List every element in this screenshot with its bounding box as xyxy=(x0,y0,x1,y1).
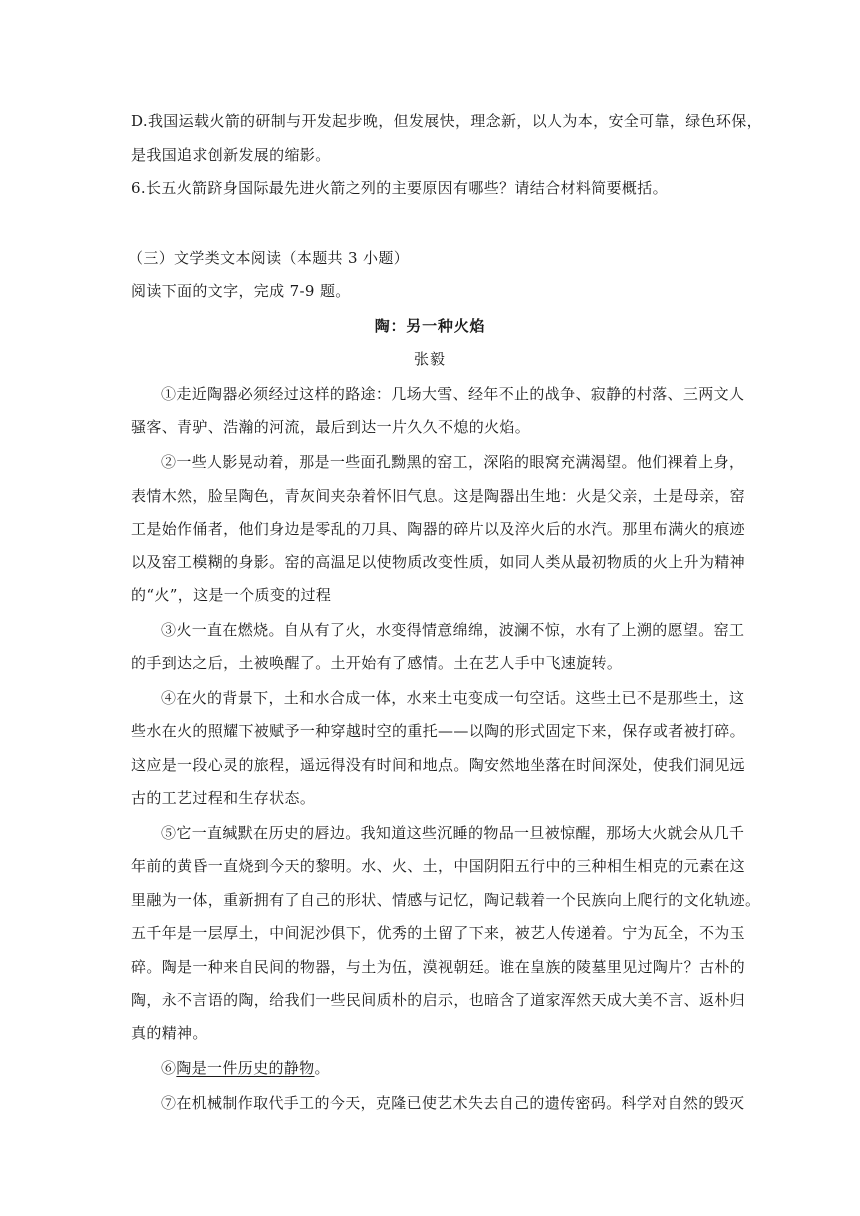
paragraph-2-line-3: 工是始作俑者，他们身边是零乱的刀具、陶器的碎片以及淬火后的水汽。那里布满火的痕迹 xyxy=(131,520,746,538)
section-heading: （三）文学类文本阅读（本题共 3 小题） xyxy=(128,249,410,267)
article-author: 张毅 xyxy=(413,350,446,368)
paragraph-5-line-7: 真的精神。 xyxy=(131,1024,208,1042)
paragraph-2-line-1: ②一些人影晃动着，那是一些面孔黝黑的窑工，深陷的眼窝充满渴望。他们裸着上身， xyxy=(161,453,745,471)
question-6: 6.长五火箭跻身国际最先进火箭之列的主要原因有哪些？请结合材料简要概括。 xyxy=(131,179,668,197)
paragraph-5-line-6: 陶，永不言语的陶，给我们一些民间质朴的启示，也暗含了道家浑然天成大美不言、返朴归 xyxy=(131,991,746,1009)
paragraph-1-line-2: 骚客、青驴、浩瀚的河流，最后到达一片久久不熄的火焰。 xyxy=(131,418,531,436)
paragraph-7-line-1: ⑦在机械制作取代手工的今天，克隆已使艺术失去自己的遗传密码。科学对自然的毁灭 xyxy=(161,1094,745,1112)
paragraph-5-line-5: 碎。陶是一种来自民间的物器，与土为伍，漠视朝廷。谁在皇族的陵墓里见过陶片？古朴的 xyxy=(131,958,746,976)
paragraph-4-line-4: 古的工艺过程和生存状态。 xyxy=(131,789,316,807)
article-title: 陶：另一种火焰 xyxy=(374,317,486,335)
question-d-line-1: D.我国运载火箭的研制与开发起步晚，但发展快，理念新，以人为本，安全可靠，绿色环保， xyxy=(131,112,762,130)
paragraph-6-underlined-sentence: 陶是一件历史的静物 xyxy=(176,1059,315,1077)
paragraph-5-line-1: ⑤它一直缄默在历史的唇边。我知道这些沉睡的物品一旦被惊醒，那场大火就会从几千 xyxy=(161,824,745,842)
paragraph-2-line-2: 表情木然，脸呈陶色，青灰间夹杂着怀旧气息。这是陶器出生地：火是父亲，土是母亲，窑 xyxy=(131,487,746,505)
paragraph-5-line-4: 五千年是一层厚土，中间泥沙俱下，优秀的土留了下来，被艺人传递着。宁为瓦全，不为玉 xyxy=(131,924,746,942)
paragraph-3-line-1: ③火一直在燃烧。自从有了火，水变得情意绵绵，波澜不惊，水有了上溯的愿望。窑工 xyxy=(161,621,745,639)
paragraph-4-line-2: 些水在火的照耀下被赋予一种穿越时空的重托——以陶的形式固定下来，保存或者被打碎。 xyxy=(131,722,746,740)
paragraph-4-line-3: 这应是一段心灵的旅程，遥远得没有时间和地点。陶安然地坐落在时间深处，使我们洞见远 xyxy=(131,756,746,774)
paragraph-6-prefix: ⑥ xyxy=(161,1059,177,1077)
paragraph-5-line-3: 里融为一体，重新拥有了自己的形状、情感与记忆，陶记载着一个民族向上爬行的文化轨迹。 xyxy=(131,891,761,909)
paragraph-2-line-5: 的“火”，这是一个质变的过程 xyxy=(131,586,332,604)
paragraph-6 xyxy=(161,1058,731,1078)
paragraph-6-suffix: 。 xyxy=(314,1059,330,1077)
paragraph-4-line-1: ④在火的背景下，土和水合成一体，水来土屯变成一句空话。这些土已不是那些土，这 xyxy=(161,689,745,707)
section-instruction: 阅读下面的文字，完成 7-9 题。 xyxy=(131,282,351,300)
paragraph-1-line-1: ①走近陶器必须经过这样的路途：几场大雪、经年不止的战争、寂静的村落、三两文人 xyxy=(161,385,745,403)
question-d-line-2: 是我国追求创新发展的缩影。 xyxy=(131,146,331,164)
paragraph-2-line-4: 以及窑工模糊的身影。窑的高温足以使物质改变性质，如同人类从最初物质的火上升为精神 xyxy=(131,553,746,571)
paragraph-3-line-2: 的手到达之后，土被唤醒了。土开始有了感情。土在艺人手中飞速旋转。 xyxy=(131,654,623,672)
paragraph-5-line-2: 年前的黄昏一直烧到今天的黎明。水、火、土，中国阴阳五行中的三种相生相克的元素在这 xyxy=(131,857,746,875)
